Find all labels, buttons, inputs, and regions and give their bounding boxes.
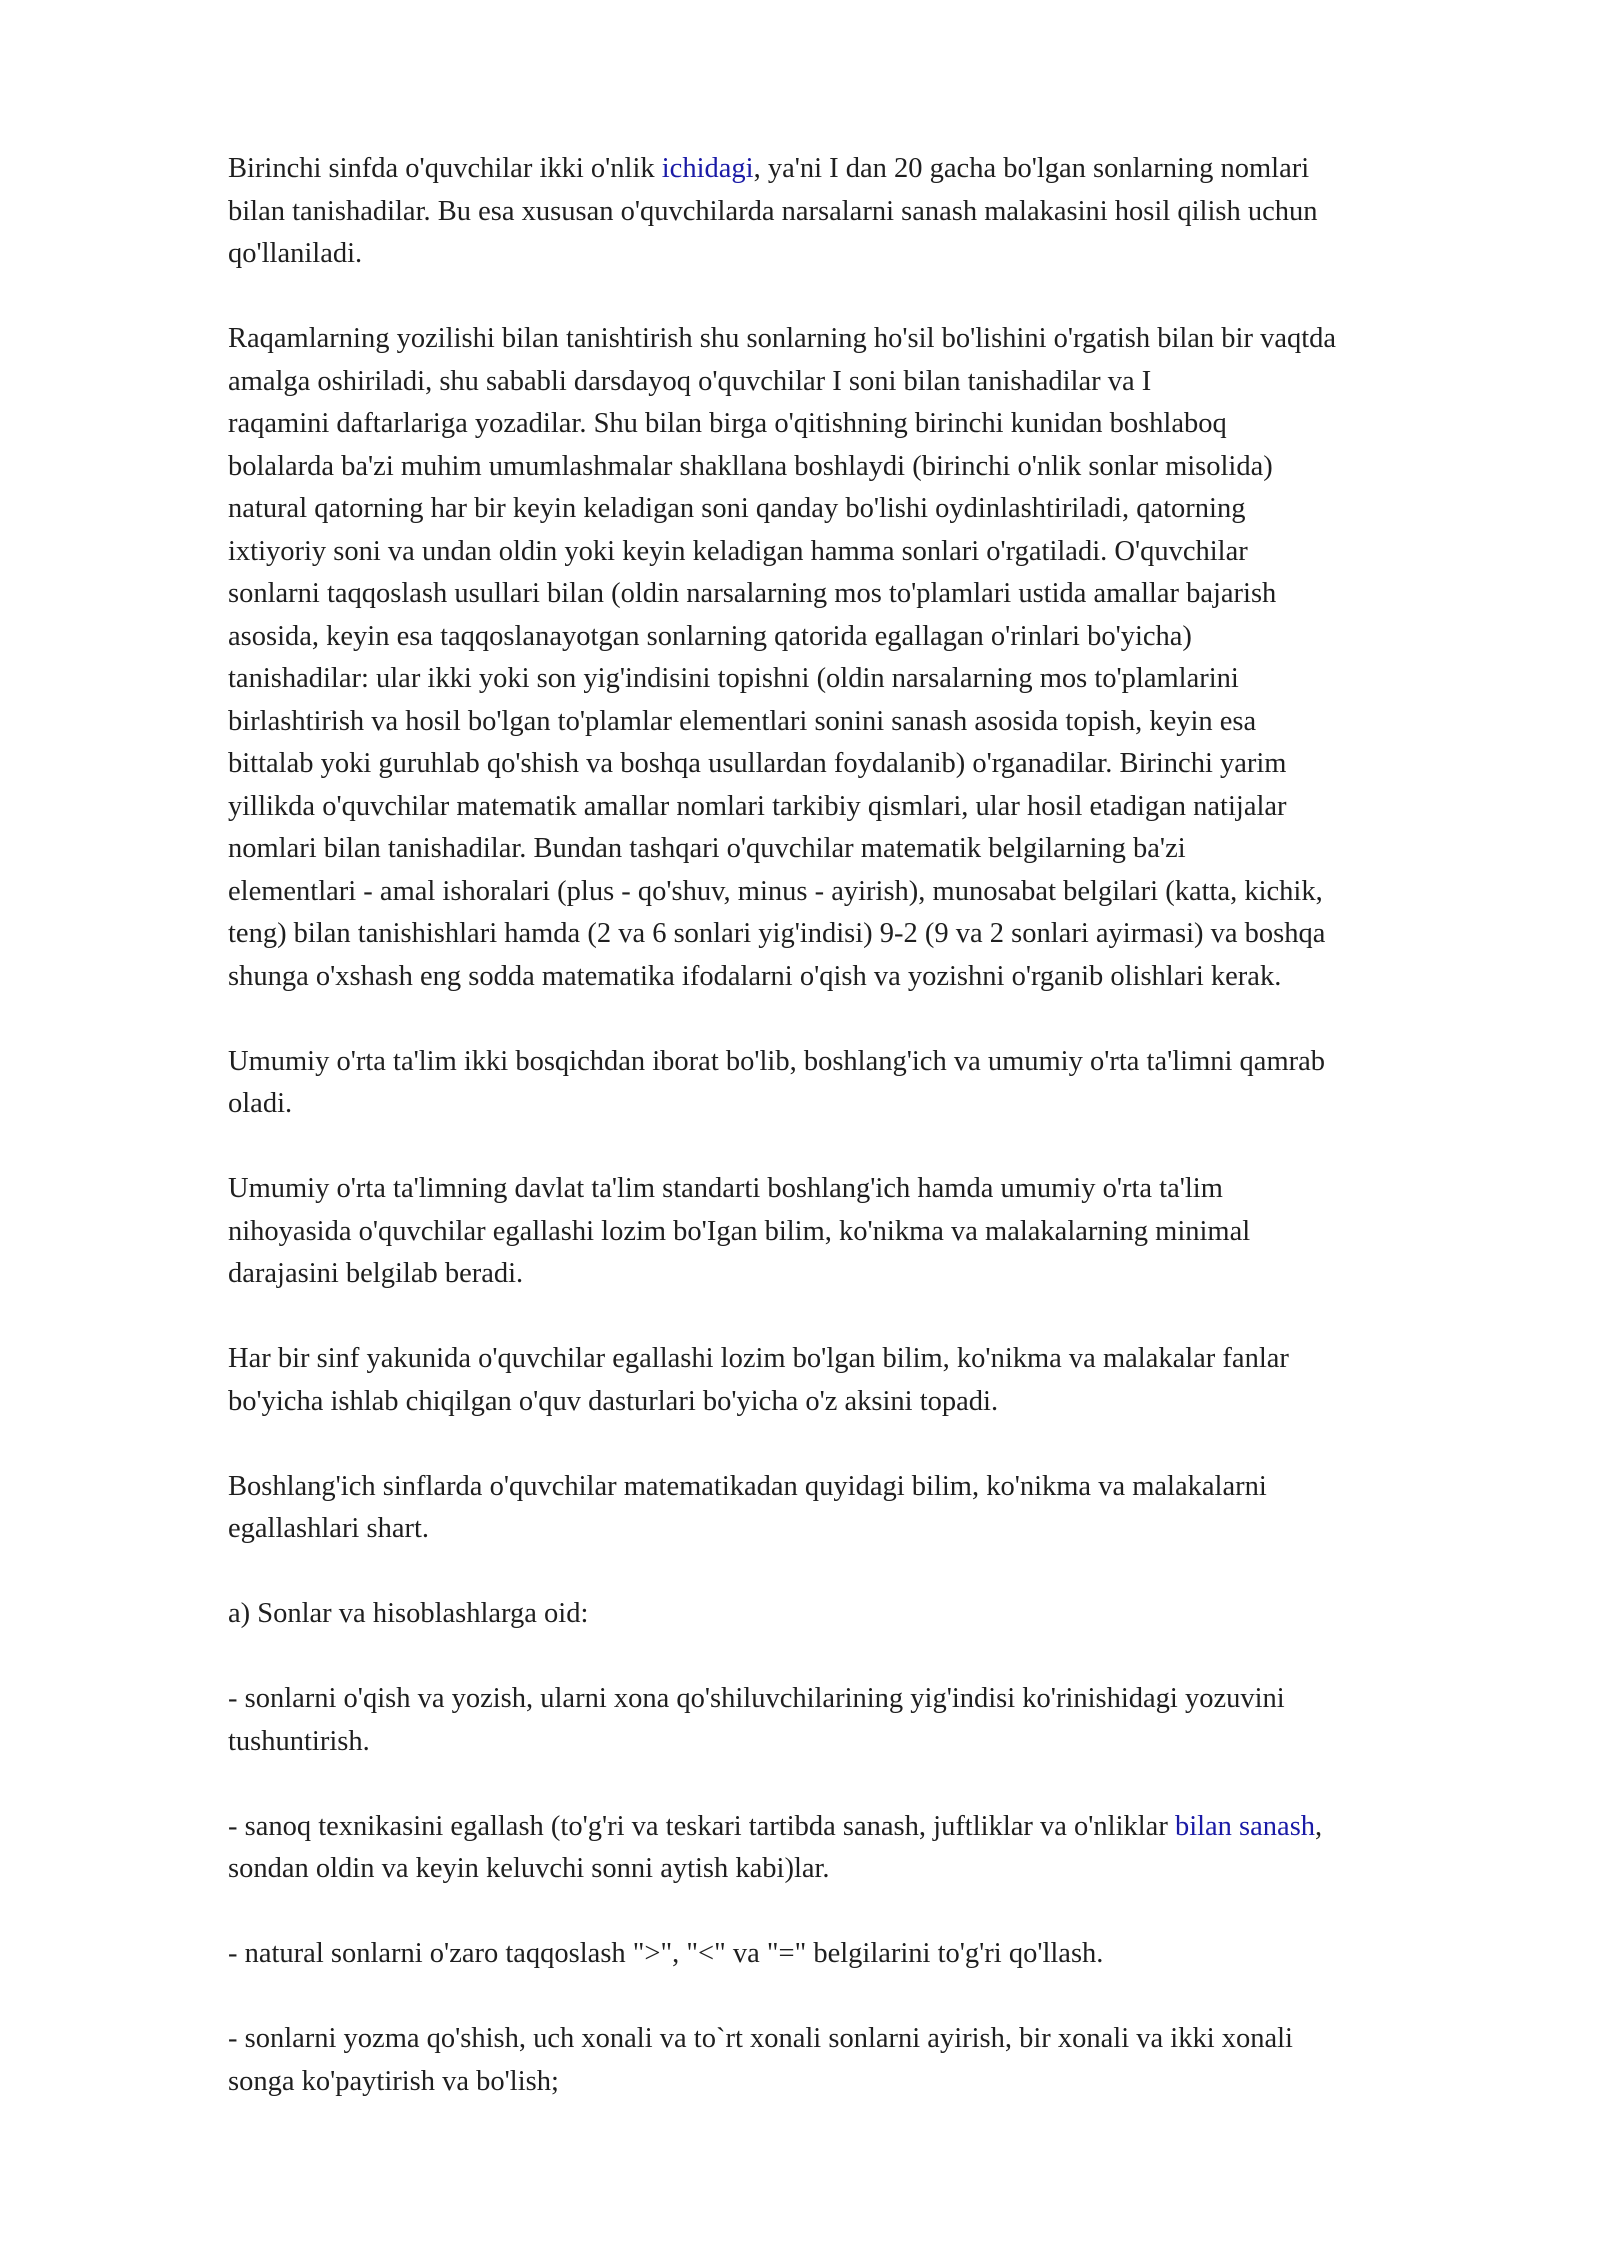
line-text: sonlarni taqqoslash usullari bilan (oldin narsalarning mos to'plamlari ustida amallar bajarish	[228, 578, 1277, 609]
text-line	[228, 701, 1490, 744]
paragraph	[228, 1593, 1490, 1636]
text-line	[228, 1338, 1490, 1381]
text-line	[228, 1466, 1490, 1509]
paragraph	[228, 148, 1490, 276]
text-line	[228, 233, 1490, 276]
line-text: ,	[1315, 1810, 1323, 1842]
text-line	[228, 1933, 1490, 1976]
text-line	[228, 871, 1490, 914]
text-line	[228, 1678, 1490, 1721]
line-text: nihoyasida o'quvchilar egallashi lozim bo'Igan bilim, ko'nikma va malakalarning minimal	[228, 1215, 1251, 1247]
line-text: raqamini daftarlariga yozadilar. Shu bilan birga o'qitishning birinchi kunidan boshlaboq	[228, 408, 1227, 439]
line-text: nomlari bilan tanishadilar. Bundan tashqari o'quvchilar matematik belgilarning ba'zi	[228, 833, 1186, 864]
text-line	[228, 913, 1490, 956]
text-line	[228, 1593, 1490, 1636]
text-line	[228, 361, 1490, 404]
line-text: Birinchi sinfda o'quvchilar ikki o'nlik	[228, 153, 662, 184]
line-text: sondan oldin va keyin keluvchi sonni aytish kabi)lar.	[228, 1853, 830, 1884]
text-line	[228, 1806, 1490, 1849]
text-line	[228, 1721, 1490, 1764]
text-line	[228, 658, 1490, 701]
line-text: amalga oshiriladi, shu sababli darsdayoq o'quvchilar I soni bilan tanishadilar va I	[228, 365, 1152, 397]
line-text: - sonlarni yozma qo'shish, uch xonali va to`rt xonali sonlarni ayirish, bir xonali va ikki xonali	[228, 2023, 1293, 2054]
line-text: Har bir sinf yakunida o'quvchilar egallashi lozim bo'lgan bilim, ko'nikma va malakalar fanlar	[228, 1343, 1289, 1374]
line-text: natural qatorning har bir keyin keladigan soni qanday bo'lishi oydinlashtiriladi, qatorning	[228, 493, 1246, 524]
line-text: bilan tanishadilar. Bu esa xususan o'quvchilarda narsalarni sanash malakasini hosil qilish uchun	[228, 195, 1318, 227]
line-text: ixtiyoriy soni va undan oldin yoki keyin keladigan hamma sonlari o'rgatiladi. O'quvchilar	[228, 535, 1248, 567]
line-text: Umumiy o'rta ta'limning davlat ta'lim standarti boshlang'ich hamda umumiy o'rta ta'lim	[228, 1173, 1223, 1204]
text-line	[228, 191, 1490, 234]
line-text: , ya'ni I dan 20 gacha bo'lgan sonlarning nomlari	[753, 153, 1310, 184]
text-line	[228, 743, 1490, 786]
paragraph	[228, 1933, 1490, 1976]
line-text: - sanoq texnikasini egallash (to'g'ri va teskari tartibda sanash, juftliklar va o'nliklar	[228, 1810, 1175, 1842]
line-text: bolalarda ba'zi muhim umumlashmalar shakllana boshlaydi (birinchi o'nlik sonlar misolida)	[228, 450, 1273, 482]
line-text: songa ko'paytirish va bo'lish;	[228, 2065, 559, 2097]
text-line	[228, 1211, 1490, 1254]
line-text: a) Sonlar va hisoblashlarga oid:	[228, 1598, 589, 1629]
line-text: Raqamlarning yozilishi bilan tanishtirish shu sonlarning ho'sil bo'lishini o'rgatish bilan bir vaqtda	[228, 323, 1337, 354]
line-text: bo'yicha ishlab chiqilgan o'quv dasturlari bo'yicha o'z aksini topadi.	[228, 1385, 999, 1417]
text-line	[228, 1848, 1490, 1891]
text-line	[228, 1508, 1490, 1551]
text-line	[228, 828, 1490, 871]
text-line	[228, 403, 1490, 446]
text-line	[228, 148, 1490, 191]
text-line	[228, 956, 1490, 999]
paragraph	[228, 1338, 1490, 1423]
line-text: tanishadilar: ular ikki yoki son yig'indisini topishni (oldin narsalarning mos to'plamlarini	[228, 663, 1239, 694]
hyperlink[interactable]: bilan sanash	[1174, 1810, 1316, 1842]
line-text: qo'llaniladi.	[228, 238, 363, 269]
text-line	[228, 446, 1490, 489]
line-text: tushuntirish.	[228, 1725, 370, 1757]
paragraph	[228, 1466, 1490, 1551]
paragraph	[228, 1168, 1490, 1296]
text-line	[228, 2018, 1490, 2061]
text-line	[228, 1381, 1490, 1424]
line-text: egallashlari shart.	[228, 1513, 430, 1544]
hyperlink[interactable]: ichidagi	[661, 153, 754, 184]
line-text: - natural sonlarni o'zaro taqqoslash ">", "<" va "=" belgilarini to'g'ri qo'llash.	[228, 1938, 1104, 1969]
text-line	[228, 488, 1490, 531]
text-line	[228, 1253, 1490, 1296]
text-line	[228, 616, 1490, 659]
line-text: birlashtirish va hosil bo'lgan to'plamlar elementlari sonini sanash asosida topish, keyin esa	[228, 705, 1257, 737]
paragraph	[228, 1806, 1490, 1891]
paragraph	[228, 1041, 1490, 1126]
text-line	[228, 1041, 1490, 1084]
text-line	[228, 2061, 1490, 2104]
line-text: Boshlang'ich sinflarda o'quvchilar matematikadan quyidagi bilim, ko'nikma va malakalarni	[228, 1470, 1267, 1502]
line-text: shunga o'xshash eng sodda matematika ifodalarni o'qish va yozishni o'rganib olishlari kerak.	[228, 960, 1282, 992]
document-page	[228, 148, 1490, 2146]
text-line	[228, 531, 1490, 574]
line-text: elementlari - amal ishoralari (plus - qo'shuv, minus - ayirish), munosabat belgilari (katta, kichik,	[228, 875, 1323, 907]
text-line	[228, 1168, 1490, 1211]
text-line	[228, 786, 1490, 829]
line-text: yillikda o'quvchilar matematik amallar nomlari tarkibiy qismlari, ular hosil etadigan natijalar	[228, 790, 1287, 822]
line-text: Umumiy o'rta ta'lim ikki bosqichdan iborat bo'lib, boshlang'ich va umumiy o'rta ta'limni qamrab	[228, 1045, 1325, 1077]
text-line	[228, 1083, 1490, 1126]
line-text: oladi.	[228, 1088, 293, 1119]
line-text: asosida, keyin esa taqqoslanayotgan sonlarning qatorida egallagan o'rinlari bo'yicha)	[228, 620, 1192, 652]
paragraph	[228, 2018, 1490, 2103]
line-text: darajasini belgilab beradi.	[228, 1258, 524, 1289]
line-text: - sonlarni o'qish va yozish, ularni xona qo'shiluvchilarining yig'indisi ko'rinishidagi yozuvini	[228, 1683, 1285, 1714]
line-text: bittalab yoki guruhlab qo'shish va boshqa usullardan foydalanib) o'rganadilar. Birinchi yarim	[228, 748, 1287, 779]
paragraph	[228, 318, 1490, 998]
paragraph	[228, 1678, 1490, 1763]
text-line	[228, 318, 1490, 361]
line-text: teng) bilan tanishishlari hamda (2 va 6 sonlari yig'indisi) 9-2 (9 va 2 sonlari ayirmasi) va boshqa	[228, 918, 1326, 949]
text-line	[228, 573, 1490, 616]
